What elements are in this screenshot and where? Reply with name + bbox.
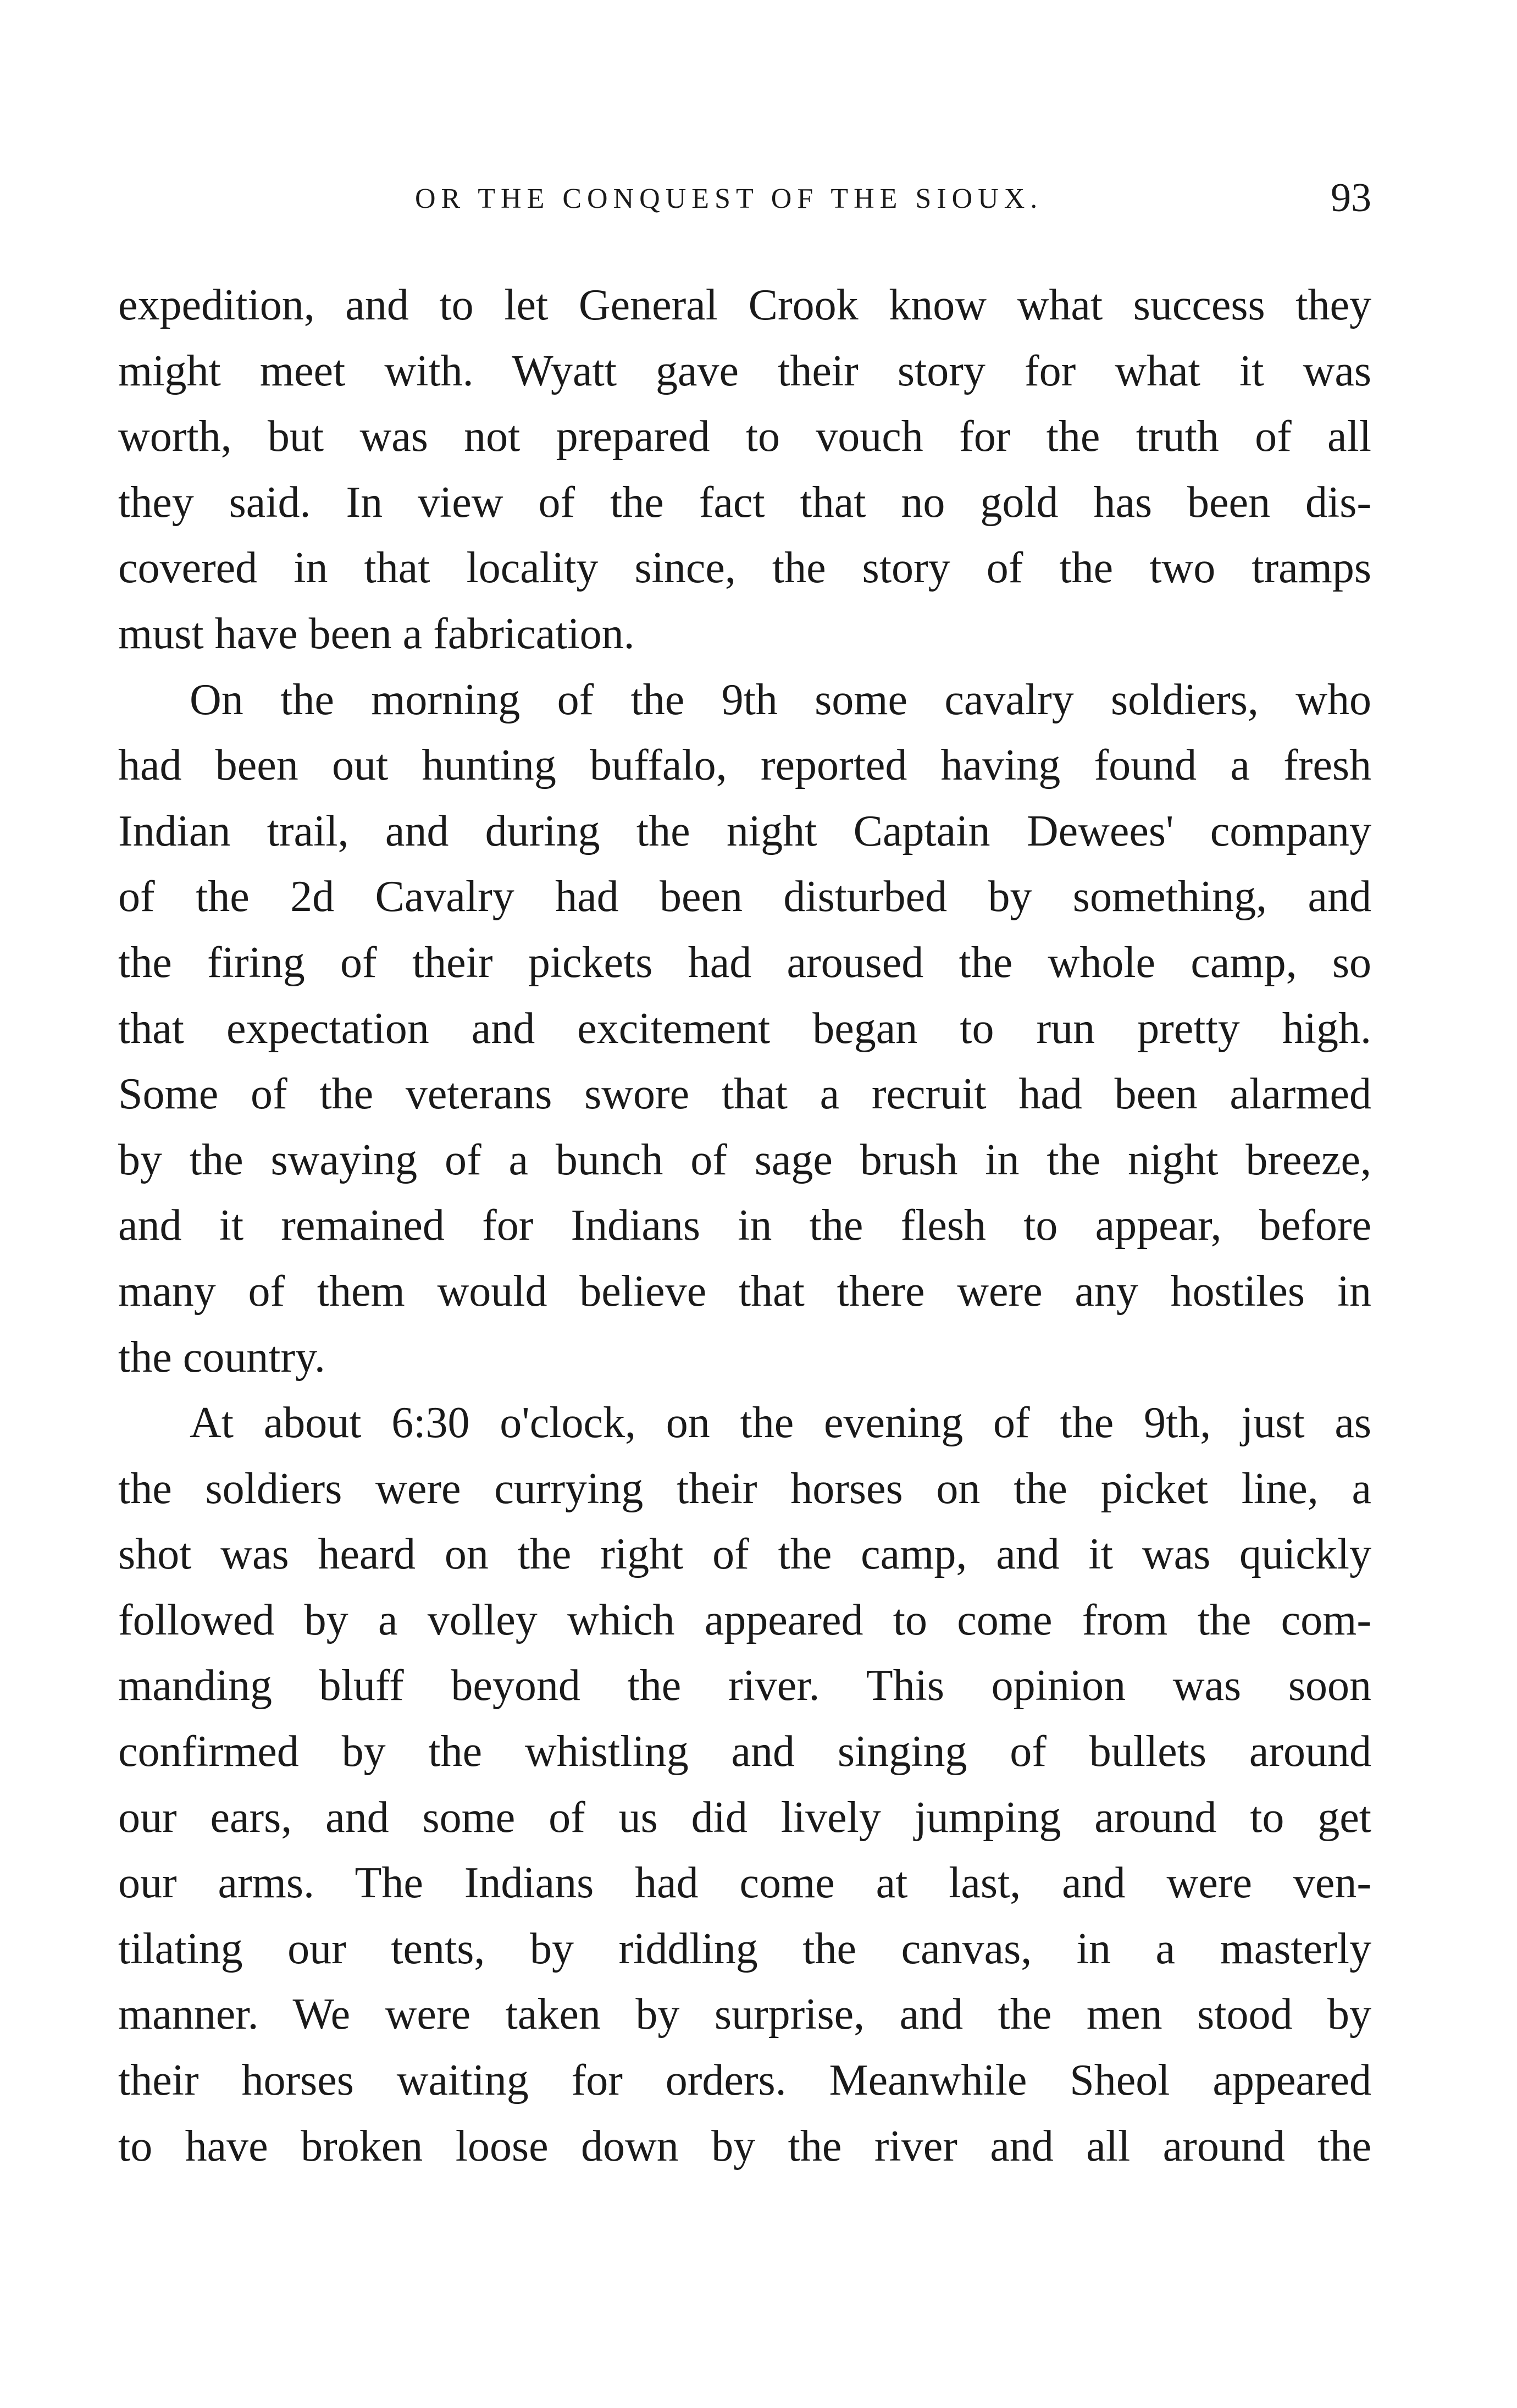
text-line: the firing of their pickets had aroused the whole camp, so — [118, 938, 1371, 987]
text-line: their horses waiting for orders. Meanwhile Sheol appeared — [118, 2056, 1371, 2105]
text-line: many of them would believe that there were any hostiles in — [118, 1267, 1371, 1316]
text-line: shot was heard on the right of the camp, and it was quickly — [118, 1530, 1371, 1579]
text-line: manding bluff beyond the river. This opinion was soon — [118, 1661, 1371, 1710]
text-line: worth, but was not prepared to vouch for the truth of all — [118, 412, 1371, 461]
text-line: must have been a fabrication. — [118, 609, 635, 658]
text-line: covered in that locality since, the story of the two tramps — [118, 544, 1371, 593]
text-line: manner. We were taken by surprise, and the men stood by — [118, 1990, 1371, 2039]
text-line: the country. — [118, 1333, 325, 1382]
text-line: expedition, and to let General Crook know what success they — [118, 281, 1371, 329]
text-line: On the morning of the 9th some cavalry soldiers, who — [190, 675, 1371, 724]
text-line: they said. In view of the fact that no gold has been dis- — [118, 478, 1371, 527]
text-line: At about 6:30 o'clock, on the evening of the 9th, just as — [190, 1399, 1371, 1448]
text-line: and it remained for Indians in the flesh to appear, before — [118, 1201, 1371, 1250]
text-line: to have broken loose down by the river and all around the — [118, 2122, 1371, 2170]
text-line: might meet with. Wyatt gave their story for what it was — [118, 346, 1371, 395]
text-line: Indian trail, and during the night Captain Dewees' company — [118, 807, 1371, 855]
text-line: that expectation and excitement began to run pretty high. — [118, 1004, 1371, 1053]
body-text — [118, 273, 1371, 2179]
text-line: our arms. The Indians had come at last, and were ven- — [118, 1859, 1371, 1908]
paragraph-3 — [118, 1390, 1371, 2179]
running-title: OR THE CONQUEST OF THE SIOUX. — [415, 183, 1043, 214]
text-line: followed by a volley which appeared to come from the com- — [118, 1595, 1371, 1644]
text-line: tilating our tents, by riddling the canvas, in a masterly — [118, 1924, 1371, 1973]
text-line: by the swaying of a bunch of sage brush in the night breeze, — [118, 1135, 1371, 1184]
paragraph-2 — [118, 667, 1371, 1391]
text-line: the soldiers were currying their horses on the picket line, a — [118, 1464, 1371, 1513]
paragraph-1 — [118, 273, 1371, 667]
page-number: 93 — [1331, 175, 1371, 220]
text-line: of the 2d Cavalry had been disturbed by something, and — [118, 872, 1371, 921]
text-line: had been out hunting buffalo, reported having found a fresh — [118, 741, 1371, 790]
text-line: Some of the veterans swore that a recruit had been alarmed — [118, 1070, 1371, 1119]
text-line: our ears, and some of us did lively jumping around to get — [118, 1793, 1371, 1842]
running-head — [118, 175, 1371, 224]
text-line: confirmed by the whistling and singing of bullets around — [118, 1727, 1371, 1776]
